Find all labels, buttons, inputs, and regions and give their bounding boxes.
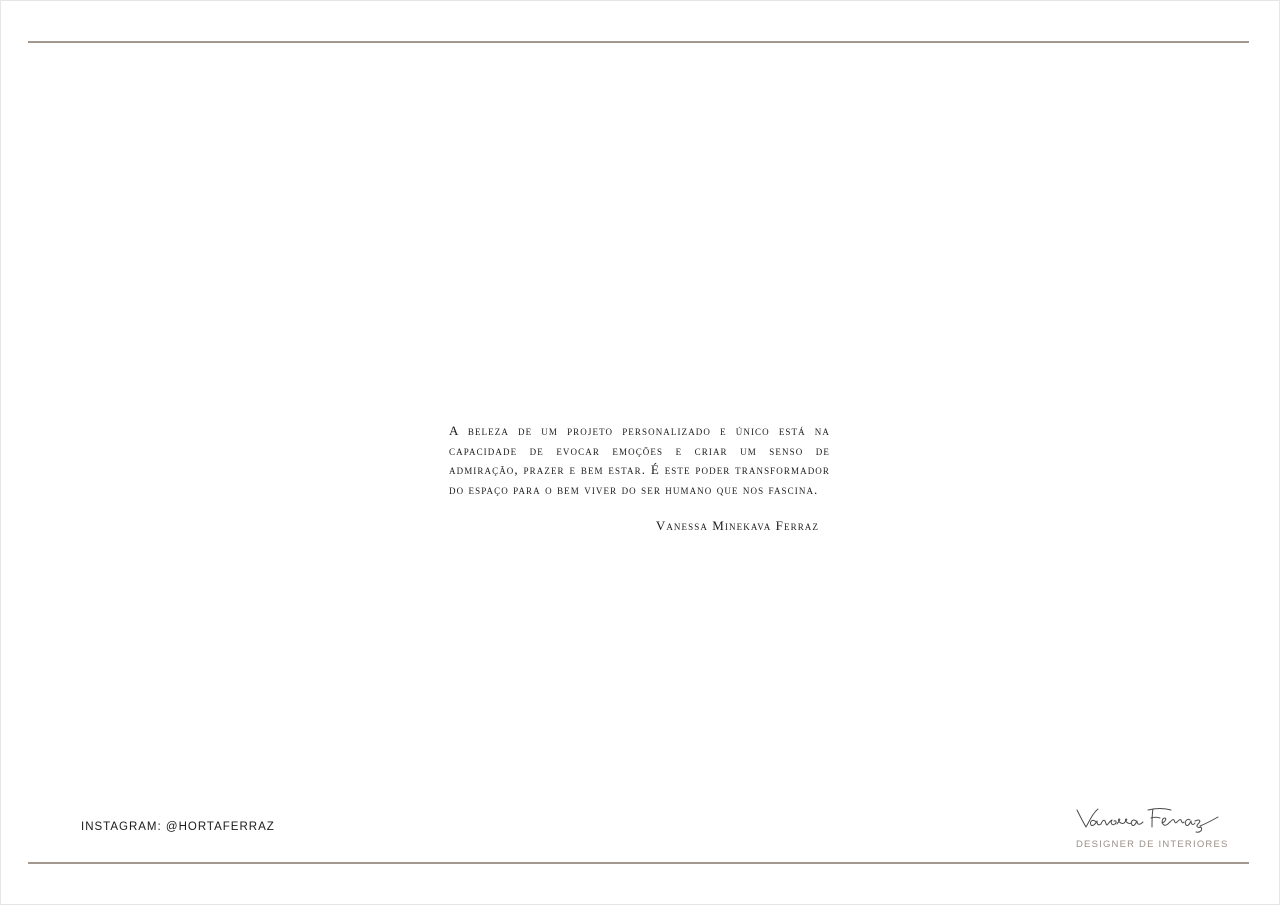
quote-block bbox=[449, 421, 830, 534]
signature-logo bbox=[1074, 800, 1224, 840]
instagram-handle: INSTAGRAM: @HORTAFERRAZ bbox=[81, 821, 275, 833]
quote-author: Vanessa Minekava Ferraz bbox=[655, 518, 819, 533]
top-divider bbox=[28, 41, 1249, 43]
brand-subtitle: DESIGNER DE INTERIORES bbox=[1076, 839, 1229, 850]
bottom-divider bbox=[28, 862, 1249, 864]
quote-text: A beleza de um projeto personalizado e único está na capacidade de evocar emoções e criar um senso de admiração, prazer e bem estar. É este poder transformador do espaço para o bem viver do ser humano que nos fascina. bbox=[449, 423, 830, 497]
brand-logo bbox=[1066, 800, 1236, 856]
